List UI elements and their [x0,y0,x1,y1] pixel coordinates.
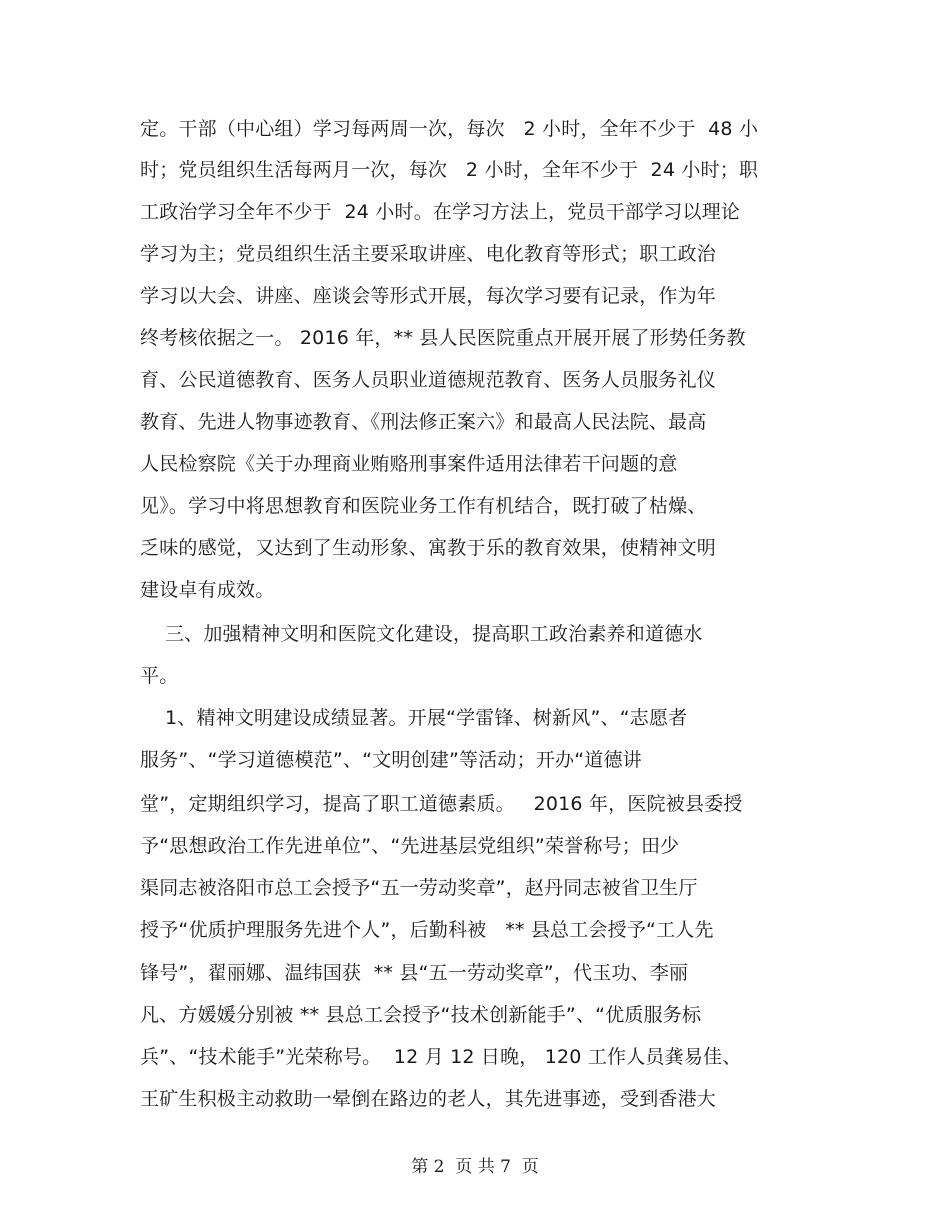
body-line: 时；党员组织生活每两月一次，每次 2 小时，全年不少于 24 小时；职 [140,159,759,181]
body-line: 堂”，定期组织学习，提高了职工道德素质。 2016 年，医院被县委授 [140,793,743,815]
body-line: 定。干部（中心组）学习每两周一次，每次 2 小时，全年不少于 48 小 [140,118,759,140]
body-line: 学习以大会、讲座、座谈会等形式开展，每次学习要有记录，作为年 [140,285,717,307]
section-heading-line: 三、加强精神文明和医院文化建设，提高职工政治素养和道德水 [140,623,703,645]
body-line: 予“思想政治工作先进单位”、“先进基层党组织”荣誉称号；田少 [140,835,680,857]
body-line: 教育、先进人物事迹教育、《刑法修正案六》和最高人民法院、最高 [140,411,707,433]
body-line: 兵”、“技术能手”光荣称号。 12 月 12 日晚， 120 工作人员龚易佳、 [140,1046,742,1068]
body-line: 1、精神文明建设成绩显著。开展“学雷锋、树新风”、“志愿者 [140,707,688,729]
body-line: 学习为主；党员组织生活主要采取讲座、电化教育等形式；职工政治 [140,243,717,265]
body-line: 乏味的感觉，又达到了生动形象、寓教于乐的教育效果，使精神文明 [140,537,717,559]
body-line: 终考核依据之一。 2016 年，** 县人民医院重点开展开展了形势任务教 [140,327,746,349]
body-line: 渠同志被洛阳市总工会授予“五一劳动奖章”，赵丹同志被省卫生厅 [140,877,698,899]
body-line: 工政治学习全年不少于 24 小时。在学习方法上，党员干部学习以理论 [140,201,741,223]
body-line: 王矿生积极主动救助一晕倒在路边的老人，其先进事迹，受到香港大 [140,1088,717,1110]
body-line: 见》。学习中将思想教育和医院业务工作有机结合，既打破了枯燥、 [140,495,707,517]
page-number-footer: 第 2 页 共 7 页 [411,1157,539,1177]
body-line: 育、公民道德教育、医务人员职业道德规范教育、医务人员服务礼仪 [140,369,717,391]
body-line: 锋号”，翟丽娜、温纬国获 ** 县“五一劳动奖章”，代玉功、李丽 [140,962,689,984]
section-heading-line: 平。 [140,665,179,687]
body-line: 凡、方媛媛分别被 ** 县总工会授予“技术创新能手”、“优质服务标 [140,1004,702,1026]
body-line: 建设卓有成效。 [140,579,275,601]
body-line: 人民检察院《关于办理商业贿赂刑事案件适用法律若干问题的意 [140,453,678,475]
body-line: 服务”、“学习道德模范”、“文明创建”等活动；开办“道德讲 [140,749,642,771]
body-line: 授予“优质护理服务先进个人”，后勤科被 ** 县总工会授予“工人先 [140,919,714,941]
